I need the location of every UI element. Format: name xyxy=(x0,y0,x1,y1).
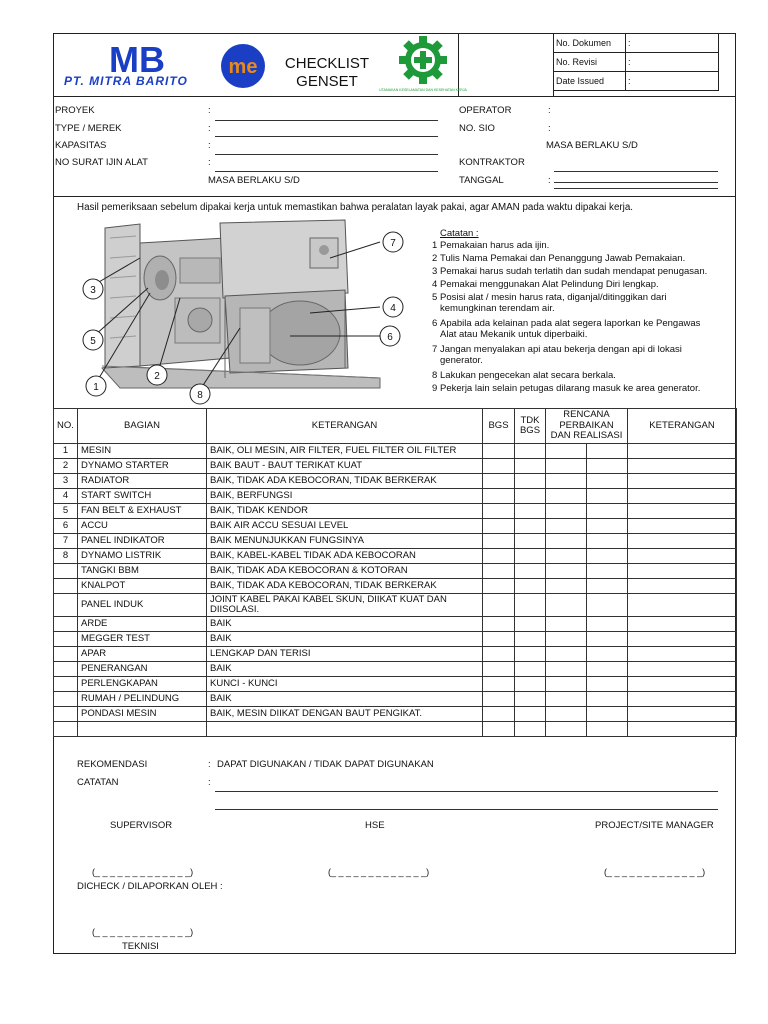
supervisor-signature[interactable]: (_ _ _ _ _ _ _ _ _ _ _ _ _) xyxy=(92,867,194,877)
table-row xyxy=(54,617,737,632)
row-bgs-cell[interactable] xyxy=(483,549,515,564)
col-header-keterangan2: KETERANGAN xyxy=(628,409,737,444)
table-row xyxy=(54,662,737,677)
row-rencana-cell[interactable] xyxy=(546,519,587,534)
row-no: 1 xyxy=(54,444,78,459)
note-number: 6 xyxy=(432,318,438,329)
no-surat-field[interactable] xyxy=(215,171,438,172)
doc-meta-value[interactable] xyxy=(626,34,719,53)
table-header-row xyxy=(54,409,737,444)
row-bagian: KNALPOT xyxy=(78,579,207,594)
table-row xyxy=(54,632,737,647)
row-no xyxy=(54,677,78,692)
row-keterangan: BAIK, KABEL-KABEL TIDAK ADA KEBOCORAN xyxy=(207,549,483,564)
callout-2: 2 xyxy=(154,371,160,382)
row-no xyxy=(54,594,78,617)
row-keterangan2-cell[interactable] xyxy=(628,594,737,617)
row-keterangan2-cell[interactable] xyxy=(628,549,737,564)
colon: : xyxy=(548,123,551,134)
row-keterangan2-cell[interactable] xyxy=(628,662,737,677)
row-tdk-bgs-cell[interactable] xyxy=(515,519,546,534)
proyek-label: PROYEK xyxy=(55,105,95,116)
rekomendasi-label: REKOMENDASI xyxy=(77,759,148,770)
row-realisasi-cell[interactable] xyxy=(587,677,628,692)
intro-text: Hasil pemeriksaan sebelum dipakai kerja untuk memastikan bahwa peralatan layak pakai, agar AMAN pada waktu dipakai kerja. xyxy=(77,202,633,213)
row-keterangan: BAIK, TIDAK ADA KEBOCORAN, TIDAK BERKERAK xyxy=(207,474,483,489)
callout-1: 1 xyxy=(93,382,99,393)
row-no xyxy=(54,564,78,579)
row-keterangan: BAIK, BERFUNGSI xyxy=(207,489,483,504)
table-row xyxy=(54,647,737,662)
me-logo-letters: me xyxy=(228,56,258,78)
doc-meta-sep: : xyxy=(628,38,631,48)
colon: : xyxy=(208,777,211,788)
row-bgs-cell[interactable] xyxy=(483,474,515,489)
row-keterangan: JOINT KABEL PAKAI KABEL SKUN, DIIKAT KUAT DAN DIISOLASI. xyxy=(207,594,483,617)
note-number: 7 xyxy=(432,344,438,355)
row-bagian: MESIN xyxy=(78,444,207,459)
row-rencana-cell[interactable] xyxy=(546,579,587,594)
row-keterangan2-cell[interactable] xyxy=(628,722,737,737)
generator-diagram xyxy=(80,218,420,408)
colon: : xyxy=(208,105,211,116)
me-logo xyxy=(219,42,267,90)
row-tdk-bgs-cell[interactable] xyxy=(515,707,546,722)
tanggal-field[interactable] xyxy=(554,188,718,189)
row-keterangan: BAIK MENUNJUKKAN FUNGSINYA xyxy=(207,534,483,549)
doc-meta-sep: : xyxy=(628,76,631,86)
row-realisasi-cell[interactable] xyxy=(587,549,628,564)
col-header-bagian: BAGIAN xyxy=(78,409,207,444)
row-rencana-cell[interactable] xyxy=(546,647,587,662)
row-keterangan: BAIK, MESIN DIIKAT DENGAN BAUT PENGIKAT. xyxy=(207,707,483,722)
colon: : xyxy=(208,140,211,151)
doc-meta-label: No. Dokumen xyxy=(554,34,626,53)
row-realisasi-cell[interactable] xyxy=(587,564,628,579)
row-realisasi-cell[interactable] xyxy=(587,474,628,489)
note-number: 4 xyxy=(432,279,438,290)
doc-meta-row xyxy=(554,53,719,72)
row-keterangan2-cell[interactable] xyxy=(628,579,737,594)
note-text: Pemakai menggunakan Alat Pelindung Diri lengkap. xyxy=(440,279,659,290)
row-no: 4 xyxy=(54,489,78,504)
row-tdk-bgs-cell[interactable] xyxy=(515,579,546,594)
row-tdk-bgs-cell[interactable] xyxy=(515,677,546,692)
row-keterangan: BAIK xyxy=(207,617,483,632)
checklist-table xyxy=(53,408,737,737)
row-no xyxy=(54,692,78,707)
row-no: 3 xyxy=(54,474,78,489)
row-no xyxy=(54,662,78,677)
doc-meta-sep: : xyxy=(628,57,631,67)
row-tdk-bgs-cell[interactable] xyxy=(515,534,546,549)
col-header-no: NO. xyxy=(54,409,78,444)
row-keterangan2-cell[interactable] xyxy=(628,444,737,459)
row-keterangan: BAIK, TIDAK KENDOR xyxy=(207,504,483,519)
row-keterangan2-cell[interactable] xyxy=(628,647,737,662)
row-keterangan2-cell[interactable] xyxy=(628,707,737,722)
row-realisasi-cell[interactable] xyxy=(587,534,628,549)
row-tdk-bgs-cell[interactable] xyxy=(515,722,546,737)
row-bgs-cell[interactable] xyxy=(483,594,515,617)
note-text: Pekerja lain selain petugas dilarang masuk ke area generator. xyxy=(440,383,701,394)
k3-caption: UTAMAKAN KESELAMATAN DAN KESEHATAN KERJA xyxy=(379,88,467,92)
table-row xyxy=(54,474,737,489)
row-rencana-cell[interactable] xyxy=(546,534,587,549)
colon: : xyxy=(208,123,211,134)
table-row xyxy=(54,722,737,737)
row-tdk-bgs-cell[interactable] xyxy=(515,632,546,647)
row-bgs-cell[interactable] xyxy=(483,579,515,594)
row-rencana-cell[interactable] xyxy=(546,632,587,647)
row-no: 2 xyxy=(54,459,78,474)
form-title-line1: CHECKLIST xyxy=(284,55,370,72)
note-number: 8 xyxy=(432,370,438,381)
row-rencana-cell[interactable] xyxy=(546,692,587,707)
row-bgs-cell[interactable] xyxy=(483,632,515,647)
row-no: 7 xyxy=(54,534,78,549)
callout-3: 3 xyxy=(90,285,96,296)
kapasitas-field[interactable] xyxy=(215,154,438,155)
type-merek-field[interactable] xyxy=(215,136,438,137)
row-realisasi-cell[interactable] xyxy=(587,662,628,677)
row-bgs-cell[interactable] xyxy=(483,617,515,632)
row-keterangan: BAIK xyxy=(207,692,483,707)
table-row xyxy=(54,534,737,549)
note-text: Lakukan pengecekan alat secara berkala. xyxy=(440,370,616,381)
table-row xyxy=(54,594,737,617)
row-bagian: MEGGER TEST xyxy=(78,632,207,647)
row-tdk-bgs-cell[interactable] xyxy=(515,444,546,459)
masa-berlaku-right-label: MASA BERLAKU S/D xyxy=(546,140,638,151)
kontraktor-label: KONTRAKTOR xyxy=(459,157,525,168)
row-no xyxy=(54,707,78,722)
row-bgs-cell[interactable] xyxy=(483,692,515,707)
row-tdk-bgs-cell[interactable] xyxy=(515,504,546,519)
row-keterangan2-cell[interactable] xyxy=(628,534,737,549)
operator-label: OPERATOR xyxy=(459,105,512,116)
manager-label: PROJECT/SITE MANAGER xyxy=(595,820,714,831)
doc-meta-row xyxy=(554,72,719,91)
table-row xyxy=(54,489,737,504)
row-keterangan: BAIK BAUT - BAUT TERIKAT KUAT xyxy=(207,459,483,474)
row-keterangan: BAIK xyxy=(207,662,483,677)
row-bagian xyxy=(78,722,207,737)
row-realisasi-cell[interactable] xyxy=(587,444,628,459)
notes-title: Catatan : xyxy=(440,228,479,239)
row-tdk-bgs-cell[interactable] xyxy=(515,647,546,662)
callout-8: 8 xyxy=(197,390,203,401)
row-keterangan2-cell[interactable] xyxy=(628,459,737,474)
note-number: 1 xyxy=(432,240,438,251)
document-meta-table xyxy=(553,33,719,91)
row-rencana-cell[interactable] xyxy=(546,662,587,677)
row-rencana-cell[interactable] xyxy=(546,474,587,489)
row-realisasi-cell[interactable] xyxy=(587,647,628,662)
row-realisasi-cell[interactable] xyxy=(587,707,628,722)
table-row xyxy=(54,677,737,692)
note-text-cont: Alat atau Mekanik untuk diperbaiki. xyxy=(440,329,588,340)
row-keterangan: BAIK AIR ACCU SESUAI LEVEL xyxy=(207,519,483,534)
row-keterangan: KUNCI - KUNCI xyxy=(207,677,483,692)
no-sio-label: NO. SIO xyxy=(459,123,495,134)
table-row xyxy=(54,579,737,594)
checklist-body xyxy=(54,444,737,737)
row-tdk-bgs-cell[interactable] xyxy=(515,692,546,707)
catatan-field-line1[interactable] xyxy=(215,791,718,792)
row-bgs-cell[interactable] xyxy=(483,504,515,519)
row-bagian: PANEL INDUK xyxy=(78,594,207,617)
row-keterangan2-cell[interactable] xyxy=(628,489,737,504)
row-keterangan xyxy=(207,722,483,737)
hse-signature[interactable]: (_ _ _ _ _ _ _ _ _ _ _ _ _) xyxy=(328,867,430,877)
table-row xyxy=(54,549,737,564)
tanggal-label: TANGGAL xyxy=(459,175,504,186)
row-rencana-cell[interactable] xyxy=(546,564,587,579)
note-text: Tulis Nama Pemakai dan Penanggung Jawab Pemakaian. xyxy=(440,253,686,264)
callout-4: 4 xyxy=(390,303,396,314)
note-number: 3 xyxy=(432,266,438,277)
row-tdk-bgs-cell[interactable] xyxy=(515,459,546,474)
row-rencana-cell[interactable] xyxy=(546,722,587,737)
manager-signature[interactable]: (_ _ _ _ _ _ _ _ _ _ _ _ _) xyxy=(604,867,706,877)
row-rencana-cell[interactable] xyxy=(546,677,587,692)
note-text: Apabila ada kelainan pada alat segera laporkan ke Pengawas xyxy=(440,318,701,329)
colon: : xyxy=(548,175,551,186)
divider xyxy=(458,33,459,96)
masa-berlaku-left-label: MASA BERLAKU S/D xyxy=(208,175,300,186)
callout-6: 6 xyxy=(387,332,393,343)
kontraktor-field[interactable] xyxy=(554,171,718,172)
tanggal-field-top[interactable] xyxy=(554,182,718,183)
row-bagian: DYNAMO STARTER xyxy=(78,459,207,474)
row-keterangan2-cell[interactable] xyxy=(628,617,737,632)
table-row xyxy=(54,707,737,722)
col-header-rencana: RENCANA PERBAIKAN DAN REALISASI xyxy=(546,409,628,444)
row-realisasi-cell[interactable] xyxy=(587,489,628,504)
table-row xyxy=(54,459,737,474)
row-rencana-cell[interactable] xyxy=(546,549,587,564)
doc-meta-label: No. Revisi xyxy=(554,53,626,72)
table-row xyxy=(54,444,737,459)
row-tdk-bgs-cell[interactable] xyxy=(515,474,546,489)
company-name: PT. MITRA BARITO xyxy=(64,74,188,88)
row-bgs-cell[interactable] xyxy=(483,722,515,737)
note-text-cont: kemungkinan terendam air. xyxy=(440,303,555,314)
row-bgs-cell[interactable] xyxy=(483,662,515,677)
doc-meta-value[interactable] xyxy=(626,53,719,72)
kapasitas-label: KAPASITAS xyxy=(55,140,107,151)
row-realisasi-cell[interactable] xyxy=(587,594,628,617)
row-keterangan2-cell[interactable] xyxy=(628,519,737,534)
note-number: 2 xyxy=(432,253,438,264)
row-no xyxy=(54,617,78,632)
row-bagian: START SWITCH xyxy=(78,489,207,504)
type-merek-label: TYPE / MEREK xyxy=(55,123,122,134)
note-text-cont: generator. xyxy=(440,355,483,366)
row-tdk-bgs-cell[interactable] xyxy=(515,564,546,579)
rekomendasi-options[interactable]: DAPAT DIGUNAKAN / TIDAK DAPAT DIGUNAKAN xyxy=(217,759,434,770)
row-rencana-cell[interactable] xyxy=(546,459,587,474)
note-text: Pemakaian harus ada ijin. xyxy=(440,240,550,251)
callout-5: 5 xyxy=(90,336,96,347)
row-bagian: PONDASI MESIN xyxy=(78,707,207,722)
row-tdk-bgs-cell[interactable] xyxy=(515,549,546,564)
table-row xyxy=(54,519,737,534)
table-row xyxy=(54,504,737,519)
row-bgs-cell[interactable] xyxy=(483,534,515,549)
note-number: 5 xyxy=(432,292,438,303)
row-rencana-cell[interactable] xyxy=(546,504,587,519)
company-logo-letters: MB xyxy=(109,39,165,80)
row-bagian: PANEL INDIKATOR xyxy=(78,534,207,549)
row-no: 5 xyxy=(54,504,78,519)
k3-safety-logo xyxy=(379,36,467,94)
row-bagian: RADIATOR xyxy=(78,474,207,489)
row-no xyxy=(54,632,78,647)
row-realisasi-cell[interactable] xyxy=(587,504,628,519)
row-tdk-bgs-cell[interactable] xyxy=(515,594,546,617)
row-tdk-bgs-cell[interactable] xyxy=(515,617,546,632)
divider xyxy=(53,196,736,197)
row-bgs-cell[interactable] xyxy=(483,677,515,692)
colon: : xyxy=(208,759,211,770)
colon: : xyxy=(548,105,551,116)
row-bgs-cell[interactable] xyxy=(483,489,515,504)
note-text: Jangan menyalakan api atau bekerja dengan api di lokasi xyxy=(440,344,682,355)
row-realisasi-cell[interactable] xyxy=(587,579,628,594)
row-realisasi-cell[interactable] xyxy=(587,692,628,707)
teknisi-label: TEKNISI xyxy=(122,941,159,952)
row-bagian: TANGKI BBM xyxy=(78,564,207,579)
col-header-bgs: BGS xyxy=(483,409,515,444)
row-no xyxy=(54,647,78,662)
row-keterangan2-cell[interactable] xyxy=(628,632,737,647)
note-number: 9 xyxy=(432,383,438,394)
row-bagian: RUMAH / PELINDUNG xyxy=(78,692,207,707)
row-keterangan: BAIK xyxy=(207,632,483,647)
row-rencana-cell[interactable] xyxy=(546,617,587,632)
form-title-line2: GENSET xyxy=(296,73,358,90)
row-rencana-cell[interactable] xyxy=(546,707,587,722)
row-keterangan: BAIK, TIDAK ADA KEBOCORAN, TIDAK BERKERAK xyxy=(207,579,483,594)
row-no: 8 xyxy=(54,549,78,564)
row-no xyxy=(54,579,78,594)
row-keterangan: BAIK, OLI MESIN, AIR FILTER, FUEL FILTER OIL FILTER xyxy=(207,444,483,459)
row-tdk-bgs-cell[interactable] xyxy=(515,662,546,677)
supervisor-label: SUPERVISOR xyxy=(110,820,173,831)
row-bagian: PERLENGKAPAN xyxy=(78,677,207,692)
divider xyxy=(53,96,736,97)
row-rencana-cell[interactable] xyxy=(546,444,587,459)
row-rencana-cell[interactable] xyxy=(546,594,587,617)
row-bgs-cell[interactable] xyxy=(483,519,515,534)
row-keterangan2-cell[interactable] xyxy=(628,677,737,692)
row-no: 6 xyxy=(54,519,78,534)
note-text: Pemakai harus sudah terlatih dan sudah mendapat penugasan. xyxy=(440,266,708,277)
col-header-keterangan: KETERANGAN xyxy=(207,409,483,444)
row-keterangan2-cell[interactable] xyxy=(628,692,737,707)
row-keterangan2-cell[interactable] xyxy=(628,564,737,579)
proyek-field[interactable] xyxy=(215,120,438,121)
row-keterangan: LENGKAP DAN TERISI xyxy=(207,647,483,662)
doc-meta-label: Date Issued xyxy=(554,72,626,91)
callout-7: 7 xyxy=(390,238,396,249)
dicheck-label: DICHECK / DILAPORKAN OLEH : xyxy=(77,881,223,892)
row-bgs-cell[interactable] xyxy=(483,647,515,662)
row-keterangan: BAIK, TIDAK ADA KEBOCORAN & KOTORAN xyxy=(207,564,483,579)
row-bgs-cell[interactable] xyxy=(483,707,515,722)
col-header-tdk-bgs: TDK BGS xyxy=(515,409,546,444)
catatan-field-line2[interactable] xyxy=(215,809,718,810)
row-realisasi-cell[interactable] xyxy=(587,519,628,534)
row-bgs-cell[interactable] xyxy=(483,459,515,474)
company-logo xyxy=(64,39,214,88)
table-row xyxy=(54,564,737,579)
row-keterangan2-cell[interactable] xyxy=(628,474,737,489)
row-bagian: FAN BELT & EXHAUST xyxy=(78,504,207,519)
row-rencana-cell[interactable] xyxy=(546,489,587,504)
catatan-label: CATATAN xyxy=(77,777,119,788)
row-realisasi-cell[interactable] xyxy=(587,632,628,647)
row-bagian: ACCU xyxy=(78,519,207,534)
row-tdk-bgs-cell[interactable] xyxy=(515,489,546,504)
row-bagian: PENERANGAN xyxy=(78,662,207,677)
no-surat-label: NO SURAT IJIN ALAT xyxy=(55,157,148,168)
doc-meta-row xyxy=(554,34,719,53)
colon: : xyxy=(208,157,211,168)
row-bagian: DYNAMO LISTRIK xyxy=(78,549,207,564)
row-bagian: ARDE xyxy=(78,617,207,632)
row-bagian: APAR xyxy=(78,647,207,662)
row-realisasi-cell[interactable] xyxy=(587,722,628,737)
table-row xyxy=(54,692,737,707)
row-keterangan2-cell[interactable] xyxy=(628,504,737,519)
row-realisasi-cell[interactable] xyxy=(587,459,628,474)
row-bgs-cell[interactable] xyxy=(483,444,515,459)
row-no xyxy=(54,722,78,737)
row-realisasi-cell[interactable] xyxy=(587,617,628,632)
teknisi-signature[interactable]: (_ _ _ _ _ _ _ _ _ _ _ _ _) xyxy=(92,927,194,937)
doc-meta-value[interactable] xyxy=(626,72,719,91)
row-bgs-cell[interactable] xyxy=(483,564,515,579)
hse-label: HSE xyxy=(365,820,385,831)
note-text: Posisi alat / mesin harus rata, diganjal/ditinggikan dari xyxy=(440,292,667,303)
